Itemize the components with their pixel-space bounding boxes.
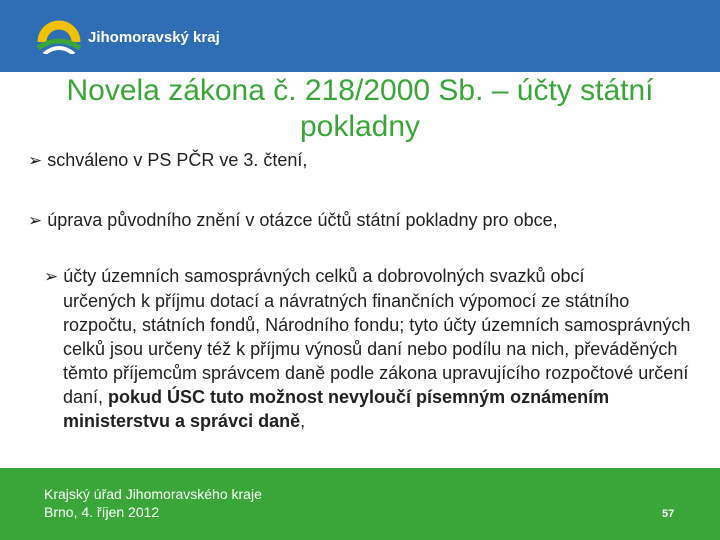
- arrow-bullet-icon: ➢: [28, 211, 43, 230]
- logo-text: Jihomoravský kraj: [88, 29, 220, 46]
- sub-bullet-tail: ,: [300, 411, 306, 431]
- title-line-1: Novela zákona č. 218/2000 Sb. – účty státní: [66, 74, 654, 107]
- header-bar: [0, 0, 720, 72]
- footer-bar: [0, 468, 720, 540]
- bullet-2-text: úprava původního znění v otázce účtů státní pokladny pro obce,: [47, 210, 558, 230]
- sub-bullet-bold-text: pokud ÚSC tuto možnost nevyloučí písemným oznámením ministerstvu a správci daně: [63, 387, 610, 431]
- page-number: 57: [662, 508, 675, 520]
- footer-office: Krajský úřad Jihomoravského kraje: [44, 486, 262, 502]
- footer-date: Brno, 4. říjen 2012: [44, 504, 160, 520]
- sub-bullet: [44, 264, 694, 433]
- slide-title: [20, 73, 700, 145]
- bullet-1: [28, 148, 307, 173]
- arrow-bullet-icon: ➢: [44, 267, 59, 286]
- title-line-2: pokladny: [299, 110, 421, 143]
- bullet-1-text: schváleno v PS PČR ve 3. čtení,: [47, 150, 308, 170]
- arrow-bullet-icon: ➢: [28, 151, 43, 170]
- sub-bullet-text: určených k příjmu dotací a návratných finančních výpomocí ze státního rozpočtu, státních fondů, Národního fondu; tyto účty územních samosprávných celků jsou určeny též k příjmu výnosů daní nebo podílu na nich, převáděných těmto příjemcům správcem daně podle zákona upravujícího rozpočtové určení daní,: [63, 291, 691, 407]
- sub-bullet-first-line: účty územních samosprávných celků a dobrovolných svazků obcí: [63, 266, 585, 286]
- bullet-2: [28, 208, 558, 233]
- sub-bullet-body: [44, 289, 694, 433]
- jmk-logo-icon: [36, 14, 82, 54]
